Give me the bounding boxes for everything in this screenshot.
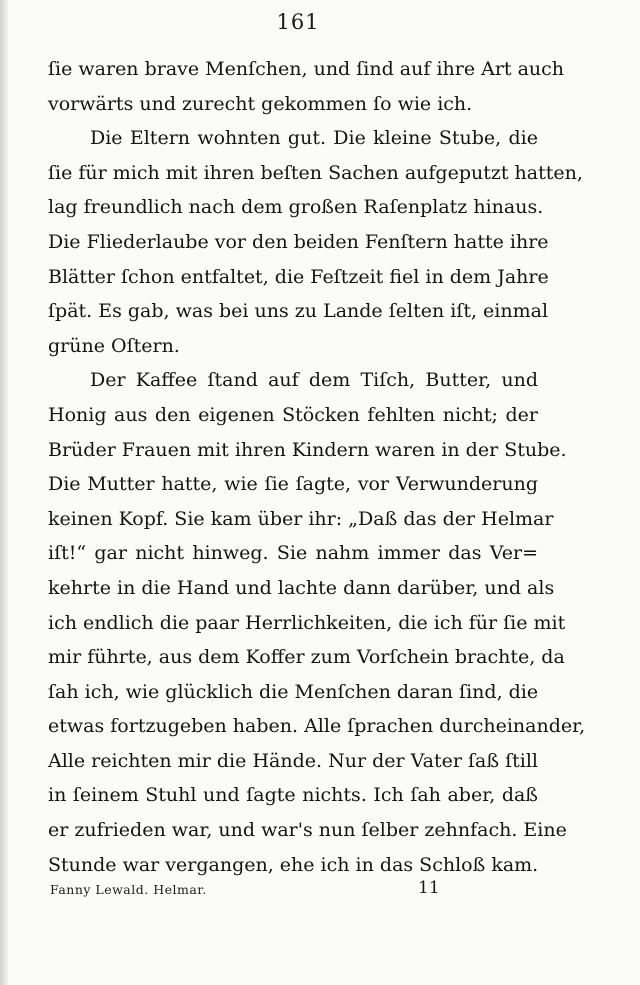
body-text — [48, 52, 586, 882]
text-line: er zufrieden war, und war's nun ſelber zehnfach. Eine — [48, 819, 567, 842]
text-line: Honig aus den eigenen Stöcken fehlten nicht; der — [48, 403, 538, 426]
text-line: Stunde war vergangen, ehe ich in das Schloß kam. — [48, 853, 539, 876]
text-line: Der Kaffee ſtand auf dem Tiſch, Butter, und — [90, 369, 538, 392]
text-line: Die Mutter hatte, wie ſie ſagte, vor Verwunderung — [48, 473, 538, 496]
text-line: ich endlich die paar Herrlichkeiten, die ich für ſie mit — [48, 611, 566, 634]
text-line: lag freundlich nach dem großen Raſenplatz hinaus. — [48, 196, 544, 219]
text-line: Alle reichten mir die Hände. Nur der Vater ſaß ſtill — [48, 749, 538, 772]
text-line: keinen Kopf. Sie kam über ihr: „Daß das der Helmar — [48, 507, 554, 530]
footer-signature-mark: 11 — [418, 878, 440, 898]
text-line: kehrte in die Hand und lachte dann darüber, und als — [48, 576, 555, 599]
text-line: Die Eltern wohnten gut. Die kleine Stube, die — [90, 127, 538, 150]
footer-author-title: Fanny Lewald. Helmar. — [50, 882, 207, 897]
spine-shadow — [0, 0, 8, 985]
text-line: ſah ich, wie glücklich die Menſchen daran ſind, die — [48, 680, 539, 703]
text-line: Brüder Frauen mit ihren Kindern waren in der Stube. — [48, 438, 567, 461]
text-line: iſt!“ gar nicht hinweg. Sie nahm immer das Ver= — [48, 542, 538, 565]
text-line: grüne Oſtern. — [48, 334, 180, 357]
text-line: vorwärts und zurecht gekommen ſo wie ich. — [48, 92, 473, 115]
text-line: ſie waren brave Menſchen, und ſind auf ihre Art auch — [48, 58, 565, 80]
text-line: Blätter ſchon entfaltet, die Feſtzeit fiel in dem Jahre — [48, 265, 549, 288]
text-line: Die Fliederlaube vor den beiden Fenſtern hatte ihre — [48, 230, 549, 253]
text-line: etwas fortzugeben haben. Alle ſprachen durcheinander, — [48, 715, 586, 738]
text-line: ſpät. Es gab, was bei uns zu Lande ſelten iſt, einmal — [48, 300, 549, 323]
text-line: ſie für mich mit ihren beſten Sachen aufgeputzt hatten, — [48, 161, 583, 184]
text-line: mir führte, aus dem Koffer zum Vorſchein brachte, da — [48, 646, 565, 669]
text-line: in ſeinem Stuhl und ſagte nichts. Ich ſah aber, daß — [48, 784, 538, 807]
page-number: 161 — [276, 10, 320, 34]
